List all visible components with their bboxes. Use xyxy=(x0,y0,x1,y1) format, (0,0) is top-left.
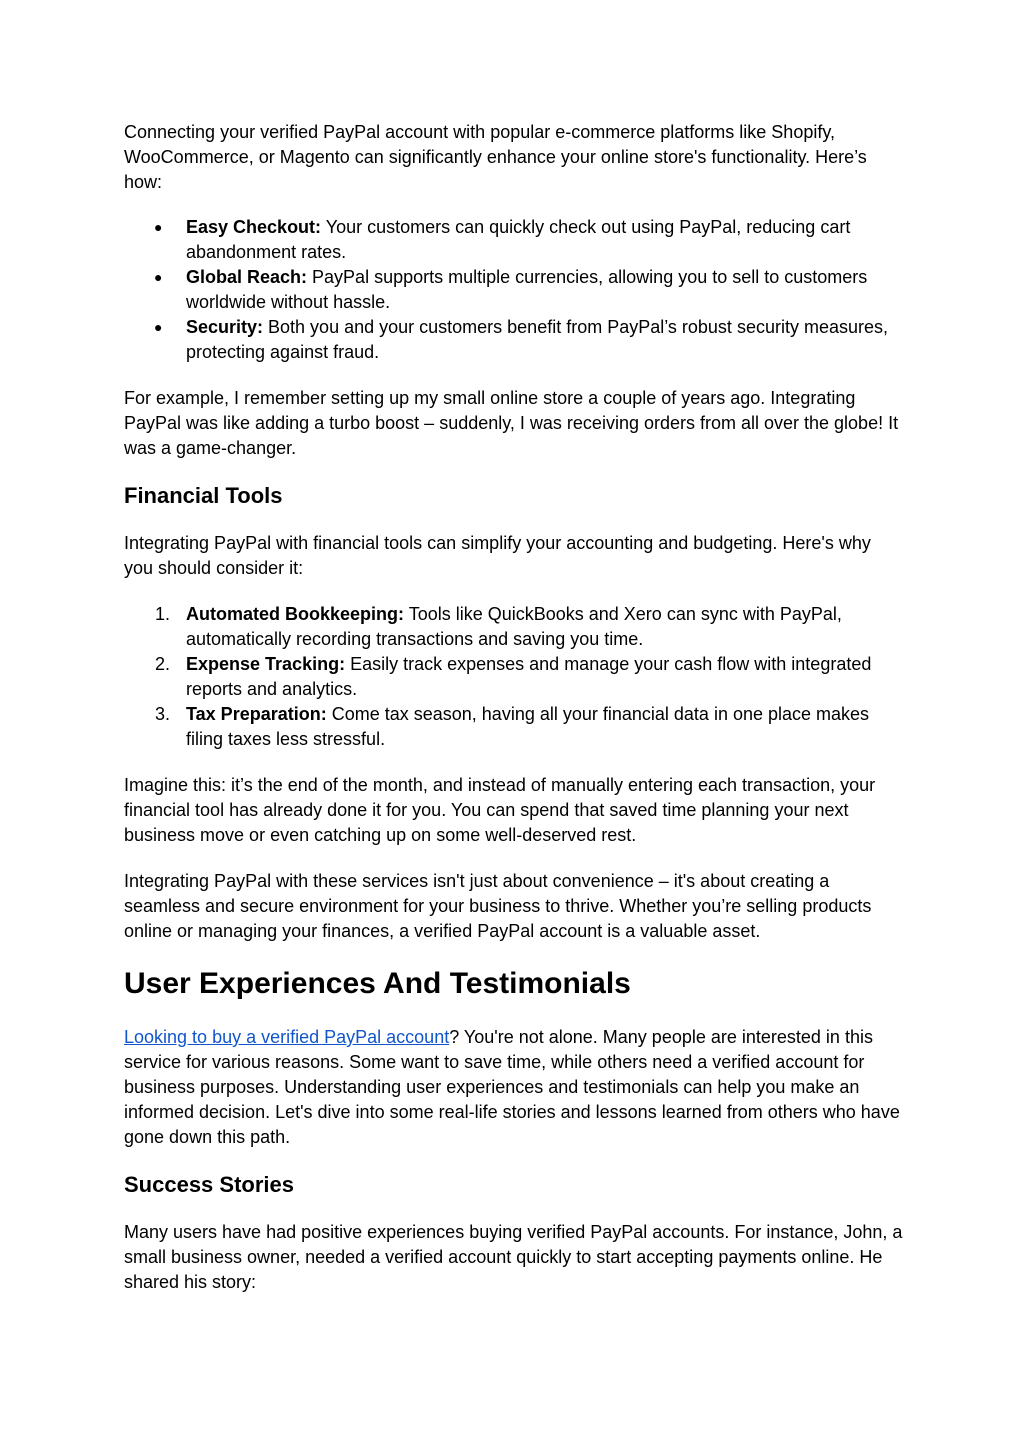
example-paragraph: For example, I remember setting up my small online store a couple of years ago. Integrating PayPal was like adding a turbo boost – suddenly, I was receiving orders from all over the globe! It was a game-changer. xyxy=(124,388,899,458)
document-page xyxy=(124,120,904,1295)
list-number: 1. xyxy=(155,604,171,624)
bullet-icon: ● xyxy=(154,269,163,285)
list-number: 3. xyxy=(155,704,171,724)
list-item-label: Automated Bookkeeping: xyxy=(186,604,405,624)
conclusion-paragraph: Integrating PayPal with these services isn't just about convenience – it's about creating a seamless and secure environment for your business to thrive. Whether you’re selling products online or managing your finances, a verified PayPal account is a valuable asset. xyxy=(124,871,872,941)
financial-tools-heading: Financial Tools xyxy=(124,483,283,508)
user-experiences-heading: User Experiences And Testimonials xyxy=(124,967,631,1000)
list-item xyxy=(124,652,904,702)
user-experiences-paragraph xyxy=(124,1025,904,1150)
success-stories-heading: Success Stories xyxy=(124,1172,294,1197)
list-item xyxy=(124,602,904,652)
list-item-label: Easy Checkout: xyxy=(186,217,322,237)
intro-paragraph: Connecting your verified PayPal account with popular e-commerce platforms like Shopify, WooCommerce, or Magento can significantly enhance your online store's functionality. Here’s how: xyxy=(124,122,867,192)
user-experiences-text: ? You're not alone. Many people are interested in this service for various reasons. Some want to save time, while others need a verified account for business purposes. Understanding user experiences and testimonials can help you make an informed decision. Let's dive into some real-life stories and lessons learned from others who have gone down this path. xyxy=(124,1027,900,1147)
list-number: 2. xyxy=(155,654,171,674)
list-item-text: Your customers can quickly check out using PayPal, reducing cart abandonment rates. xyxy=(186,217,851,262)
bullet-icon: ● xyxy=(154,319,163,335)
benefits-list xyxy=(124,215,904,365)
list-item-label: Tax Preparation: xyxy=(186,704,327,724)
list-item-text: Easily track expenses and manage your cash flow with integrated reports and analytics. xyxy=(186,654,872,699)
imagine-paragraph: Imagine this: it’s the end of the month, and instead of manually entering each transaction, your financial tool has already done it for you. You can spend that saved time planning your next business move or even catching up on some well-deserved rest. xyxy=(124,775,876,845)
list-item xyxy=(124,702,904,752)
financial-tools-list xyxy=(124,602,904,752)
list-item-label: Expense Tracking: xyxy=(186,654,346,674)
list-item-label: Security: xyxy=(186,317,264,337)
buy-verified-paypal-link[interactable]: Looking to buy a verified PayPal account xyxy=(124,1027,450,1047)
list-item-text: Tools like QuickBooks and Xero can sync with PayPal, automatically recording transactions and saving you time. xyxy=(186,604,842,649)
list-item xyxy=(124,315,904,365)
list-item-text: Come tax season, having all your financial data in one place makes filing taxes less stressful. xyxy=(186,704,870,749)
list-item-text: Both you and your customers benefit from PayPal’s robust security measures, protecting against fraud. xyxy=(186,317,888,362)
bullet-icon: ● xyxy=(154,219,163,235)
list-item xyxy=(124,265,904,315)
success-stories-paragraph: Many users have had positive experiences buying verified PayPal accounts. For instance, John, a small business owner, needed a verified account quickly to start accepting payments online. He shared his story: xyxy=(124,1222,903,1292)
list-item-label: Global Reach: xyxy=(186,267,308,287)
list-item-text: PayPal supports multiple currencies, allowing you to sell to customers worldwide without hassle. xyxy=(186,267,868,312)
list-item xyxy=(124,215,904,265)
financial-tools-intro: Integrating PayPal with financial tools can simplify your accounting and budgeting. Here's why you should consider it: xyxy=(124,533,871,578)
